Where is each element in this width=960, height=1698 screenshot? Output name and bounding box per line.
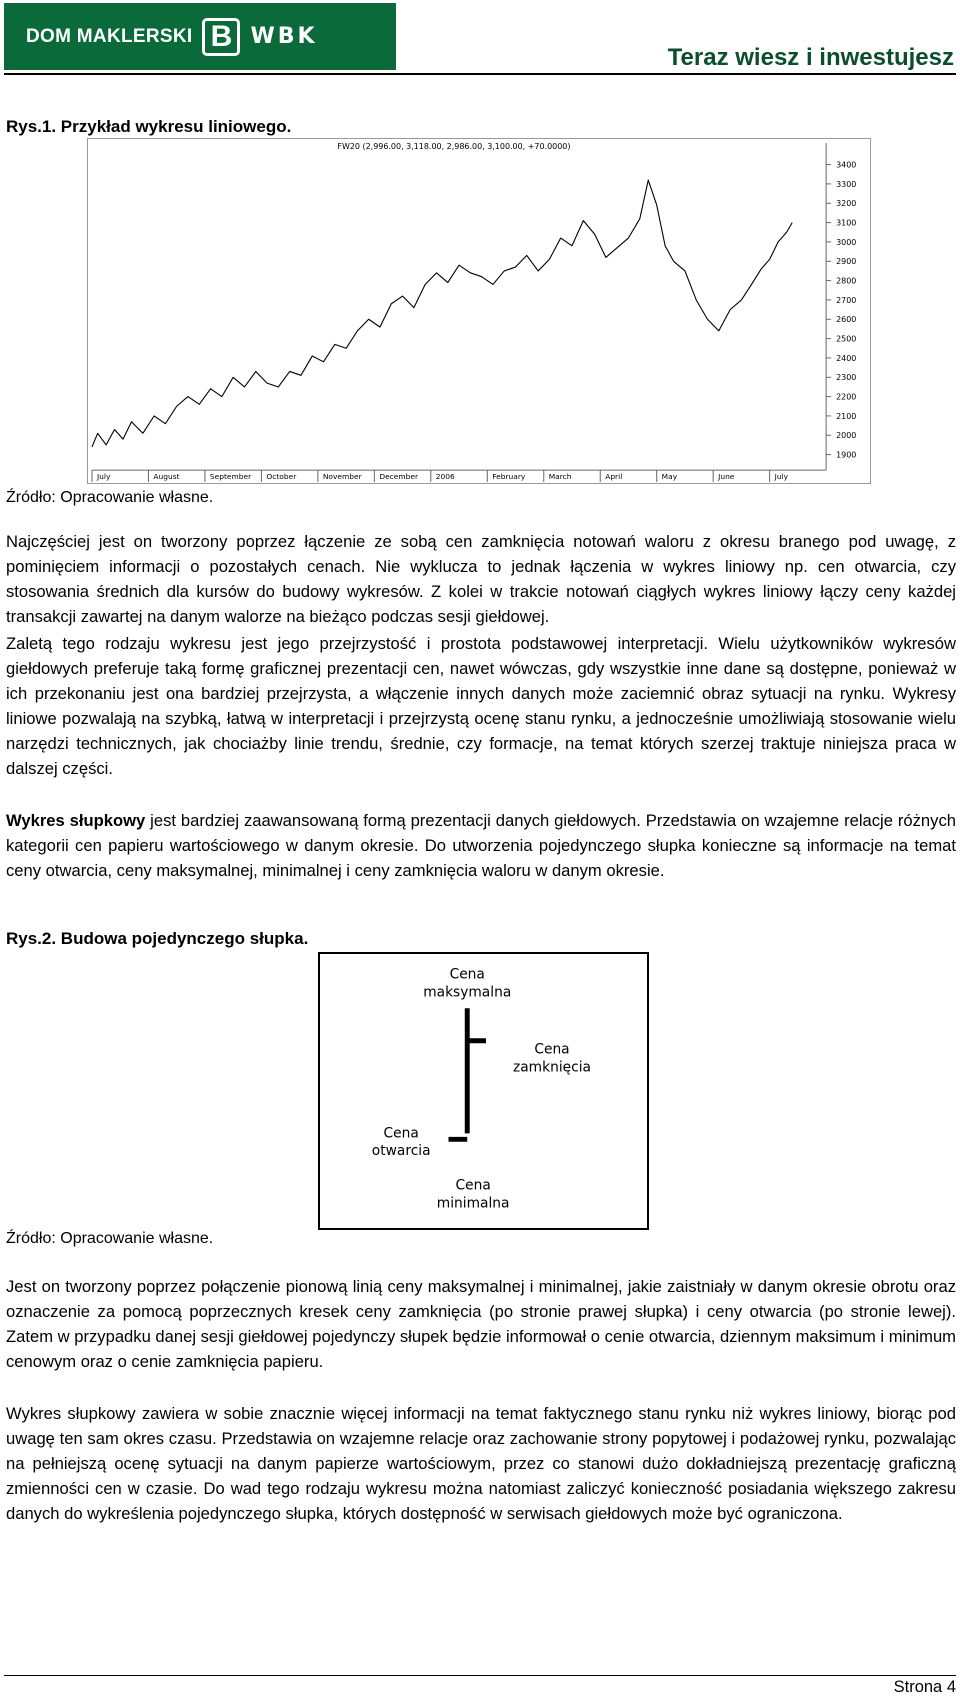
y-tick-label: 2700: [836, 295, 857, 305]
y-tick-label: 3300: [836, 179, 857, 189]
month-label: November: [322, 472, 362, 482]
min-label-line2: minimalna: [436, 1195, 510, 1212]
y-tick-label: 2800: [836, 276, 857, 286]
month-label: March: [548, 472, 572, 482]
paragraph-2: Zaletą tego rodzaju wykresu jest jego przejrzystość i prostota podstawowej interpretacji. Wielu użytkowników wykresów giełdowych preferuje taką formę graficznej prezentacji cen, nawet wówczas, gdy wszystkie inne dane są dostępne, ponieważ w ich przekonaniu jest ona bardziej przejrzysta, a włączenie innych danych może zaciemnić obraz sytuacji na rynku. Wykresy liniowe pozwalają na szybką, łatwą w interpretacji i przejrzystą ocenę stanu rynku, a jednocześnie umożliwiają stosowanie wielu narzędzi technicznych, jak chociażby linie trendu, średnie, czy formacje, na temat których szerzej traktuje niniejsza praca w dalszej części.: [6, 634, 956, 778]
y-tick-label: 2900: [836, 257, 857, 267]
month-label: July: [774, 472, 789, 482]
line-chart: [87, 138, 871, 484]
y-tick-label: 2400: [836, 353, 857, 363]
close-label-line2: zamknięcia: [513, 1059, 591, 1076]
month-label: October: [266, 472, 297, 482]
paragraph-3-text: jest bardziej zaawansowaną formą prezentacji danych giełdowych. Przedstawia on wzajemne relacje różnych kategorii cen papieru wartościowego w danym okresie. Do utworzenia pojedynczego słupka konieczne są informacje na temat ceny otwarcia, ceny maksymalnej, minimalnej i ceny zamknięcia waloru w danym okresie.: [6, 811, 956, 880]
month-label: September: [209, 472, 252, 482]
header-tagline: Teraz wiesz i inwestujesz: [667, 44, 954, 71]
paragraph-1: Najczęściej jest on tworzony poprzez łączenie ze sobą cen zamknięcia notowań waloru z okresu branego pod uwagę, z pominięciem informacji o pozostałych cenach. Nie wyklucza to jednak łączenia w wykres liniowy np. cen otwarcia, czy stosowania średnich dla kursów do budowy wykresów. Z kolei w trakcie notowań ciągłych wykres liniowy łączy ceny każdej transakcji zawartej na danym walorze na bieżąco podczas sesji giełdowej.: [6, 532, 956, 626]
y-tick-label: 3100: [836, 218, 857, 228]
y-tick-label: 2600: [836, 315, 857, 325]
y-tick-label: 2200: [836, 392, 857, 402]
max-label-line2: maksymalna: [423, 984, 512, 1001]
open-label-line2: otwarcia: [371, 1143, 431, 1160]
y-tick-label: 2300: [836, 373, 857, 383]
y-tick-label: 2500: [836, 334, 857, 344]
month-label: August: [153, 472, 180, 482]
month-label: July: [96, 472, 111, 482]
month-label: February: [492, 472, 526, 482]
month-label: May: [661, 472, 678, 482]
logo-text: DOM MAKLERSKI: [26, 25, 193, 47]
brand-logo: [4, 3, 396, 70]
month-label: April: [605, 472, 623, 482]
paragraph-5: Wykres słupkowy zawiera w sobie znacznie więcej informacji na temat faktycznego stanu rynku niż wykres liniowy, biorąc pod uwagę ten sam okres czasu. Przedstawia on wzajemne relacje oraz zachowanie strony popytowej i podażowej rynku, pozwalając na pełniejszą ocenę sytuacji na danym papierze wartościowym, przez co stanowi dużo dokładniejszą prezentację graficzną zmienności cen w czasie. Do wad tego rodzaju wykresu można natomiast zaliczyć konieczność posiadania większego zakresu danych do wykreślenia pojedynczego słupka, których dostępność w serwisach giełdowych może być ograniczona.: [6, 1404, 956, 1523]
logo-mark-icon: B: [202, 18, 240, 56]
logo-bank-name: WBK: [250, 24, 318, 49]
figure2-source: Źródło: Opracowanie własne.: [6, 1230, 214, 1247]
figure2-caption: Rys.2. Budowa pojedynczego słupka.: [6, 929, 309, 948]
header-divider: [4, 73, 956, 75]
month-label: 2006: [435, 472, 455, 482]
close-label-line1: Cena: [534, 1041, 570, 1058]
y-tick-label: 2100: [836, 411, 857, 421]
y-tick-label: 3200: [836, 199, 857, 209]
chart-title: FW20 (2,996.00, 3,118.00, 2,986.00, 3,100.00, +70.0000): [337, 141, 571, 151]
page-number: Strona 4: [893, 1678, 956, 1696]
open-label-line1: Cena: [383, 1125, 419, 1142]
y-tick-label: 3400: [836, 160, 857, 170]
month-label: December: [379, 472, 419, 482]
bar-structure-diagram: [318, 952, 649, 1230]
y-tick-label: 3000: [836, 237, 857, 247]
footer-divider: [4, 1675, 956, 1676]
paragraph-3-term: Wykres słupkowy: [6, 811, 146, 830]
page-header: [0, 0, 960, 75]
max-label-line1: Cena: [449, 966, 485, 983]
paragraph-3: [6, 808, 956, 883]
min-label-line1: Cena: [455, 1177, 491, 1194]
y-tick-label: 1900: [836, 450, 857, 460]
price-series-line: [92, 180, 792, 447]
paragraph-4: Jest on tworzony poprzez połączenie pionową linią ceny maksymalnej i minimalnej, jakie zaistniały w danym okresie obrotu oraz oznaczenie za pomocą poprzecznych kresek ceny zamknięcia (po stronie prawej słupka) i ceny otwarcia (po stronie lewej). Zatem w przypadku danej sesji giełdowej pojedynczy słupek będzie informował o cenie otwarcia, dziennym maksimum i minimum cenowym oraz o cenie zamknięcia papieru.: [6, 1277, 956, 1371]
figure1-source: Źródło: Opracowanie własne.: [6, 489, 214, 506]
month-label: June: [718, 472, 735, 482]
y-tick-label: 2000: [836, 431, 857, 441]
figure1-caption: Rys.1. Przykład wykresu liniowego.: [6, 117, 292, 136]
